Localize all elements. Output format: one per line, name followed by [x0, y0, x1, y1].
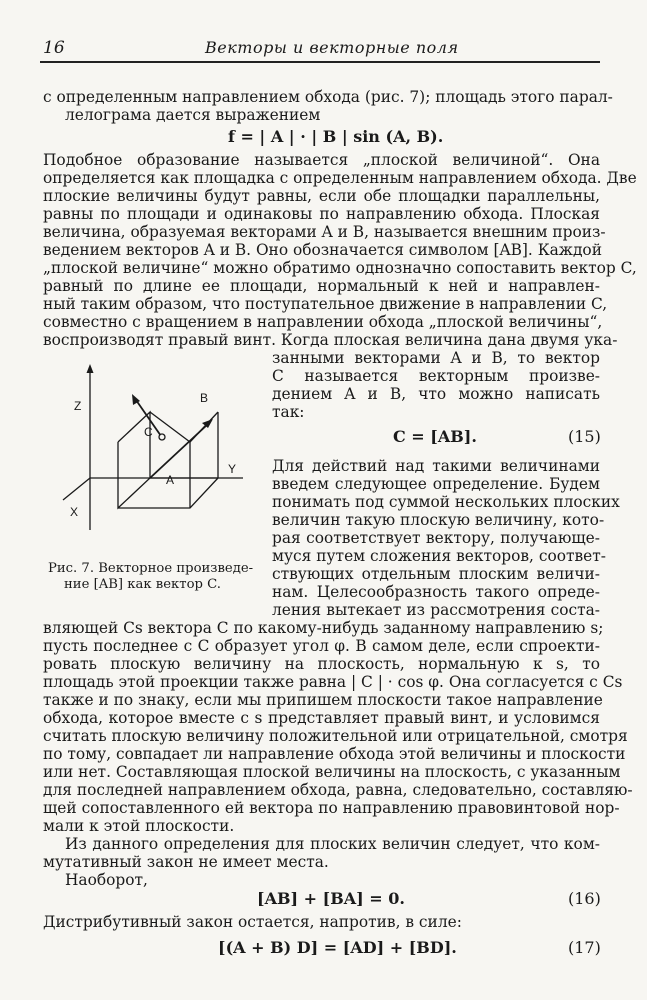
label-b: B: [200, 391, 209, 405]
equation-number-15: (15): [568, 427, 601, 446]
text-line: с определенным направлением обхода (рис. 7); площадь этого парал-: [43, 88, 613, 106]
text-line: Для действий над такими величинами: [272, 457, 600, 475]
text-line: C называется векторным произве-: [272, 367, 600, 385]
text-line: Дистрибутивный закон остается, напротив, в силе:: [43, 913, 462, 931]
header-rule: [40, 61, 600, 63]
text-line: плоские величины будут равны, если обе площадки параллельны,: [43, 187, 600, 205]
formula-area: f = | A | · | B | sin (A, B).: [228, 127, 444, 146]
formula-17: [(A + B) D] = [AD] + [BD].: [218, 938, 457, 957]
x-axis: [63, 478, 90, 500]
text-line: также и по знаку, если мы припишем плоскости такое направление: [43, 691, 603, 709]
text-line: ный таким образом, что поступательное движение в направлении C,: [43, 295, 608, 313]
prism-top-edge: [150, 412, 190, 442]
figure-caption-line: Рис. 7. Векторное произведе-: [48, 561, 254, 576]
text-line: ления вытекает из рассмотрения соста-: [272, 601, 600, 619]
text-line: щей сопоставленного ей вектора по направлению правовинтовой нор-: [43, 799, 620, 817]
z-axis-arrowhead: [87, 364, 94, 373]
text-line: для последней направлением обхода, равна, следовательно, составляю-: [43, 781, 633, 799]
equation-number-16: (16): [568, 889, 601, 908]
text-line: ровать плоскую величину на плоскость, нормальную к s, то: [43, 655, 600, 673]
text-line: введем следующее определение. Будем: [272, 475, 600, 493]
vector-c-origin: [159, 434, 165, 440]
text-line: Из данного определения для плоских величин следует, что ком-: [65, 835, 600, 853]
text-line: считать плоскую величину положительной или отрицательной, смотря: [43, 727, 628, 745]
text-line: мали к этой плоскости.: [43, 817, 235, 835]
text-line: площадь этой проекции также равна | C | · cos φ. Она согласуется с Cs: [43, 673, 623, 691]
text-line: вляющей Cs вектора C по какому-нибудь заданному направлению s;: [43, 619, 604, 637]
text-line: „плоской величине“ можно обратимо однозначно сопоставить вектор C,: [43, 259, 637, 277]
label-a: A: [166, 473, 175, 487]
figure-7-diagram: [58, 360, 258, 550]
figure-caption-line: ние [AB] как вектор C.: [64, 577, 221, 592]
text-line: воспроизводят правый винт. Когда плоская величина дана двумя ука-: [43, 331, 618, 349]
label-c: C: [144, 425, 153, 439]
text-line: совместно с вращением в направлении обхода „плоской величины“,: [43, 313, 603, 331]
text-line: рая соответствует вектору, получающе-: [272, 529, 600, 547]
text-line: величин такую плоскую величину, кото-: [272, 511, 605, 529]
text-line: понимать под суммой нескольких плоских: [272, 493, 620, 511]
text-line: Наоборот,: [65, 871, 148, 889]
text-line: ведением векторов A и B. Оно обозначается символом [AB]. Каждой: [43, 241, 602, 259]
text-line: так:: [272, 403, 305, 421]
text-line: определяется как площадка с определенным направлением обхода. Две: [43, 169, 637, 187]
text-line: занными векторами A и B, то вектор: [272, 349, 600, 367]
running-header-title: Векторы и векторные поля: [205, 38, 459, 57]
equation-number-17: (17): [568, 938, 601, 957]
text-line: величина, образуемая векторами A и B, называется внешним произ-: [43, 223, 606, 241]
label-x: X: [70, 505, 79, 519]
page-number: 16: [43, 38, 65, 58]
formula-15: C = [AB].: [393, 427, 477, 446]
formula-16: [AB] + [BA] = 0.: [257, 889, 405, 908]
text-line: нам. Целесообразность такого опреде-: [272, 583, 600, 601]
label-y: Y: [228, 462, 237, 476]
text-line: лелограма дается выражением: [65, 106, 321, 124]
text-line: или нет. Составляющая плоской величины на плоскость, с указанным: [43, 763, 621, 781]
text-line: по тому, совпадает ли направление обхода этой величины и плоскости: [43, 745, 626, 763]
text-line: равны по площади и одинаковы по направлению обхода. Плоская: [43, 205, 600, 223]
text-line: обхода, которое вместе с s представляет правый винт, и условимся: [43, 709, 600, 727]
text-line: мутативный закон не имеет места.: [43, 853, 329, 871]
text-line: Подобное образование называется „плоской величиной“. Она: [43, 151, 600, 169]
text-line: ствующих отдельным плоским величи-: [272, 565, 600, 583]
text-line: дением A и B, что можно написать: [272, 385, 600, 403]
text-line: равный по длине ее площади, нормальный к ней и направлен-: [43, 277, 600, 295]
label-z: Z: [74, 399, 82, 413]
text-line: муся путем сложения векторов, соответ-: [272, 547, 606, 565]
text-line: пусть последнее с C образует угол φ. В самом деле, если спроекти-: [43, 637, 600, 655]
